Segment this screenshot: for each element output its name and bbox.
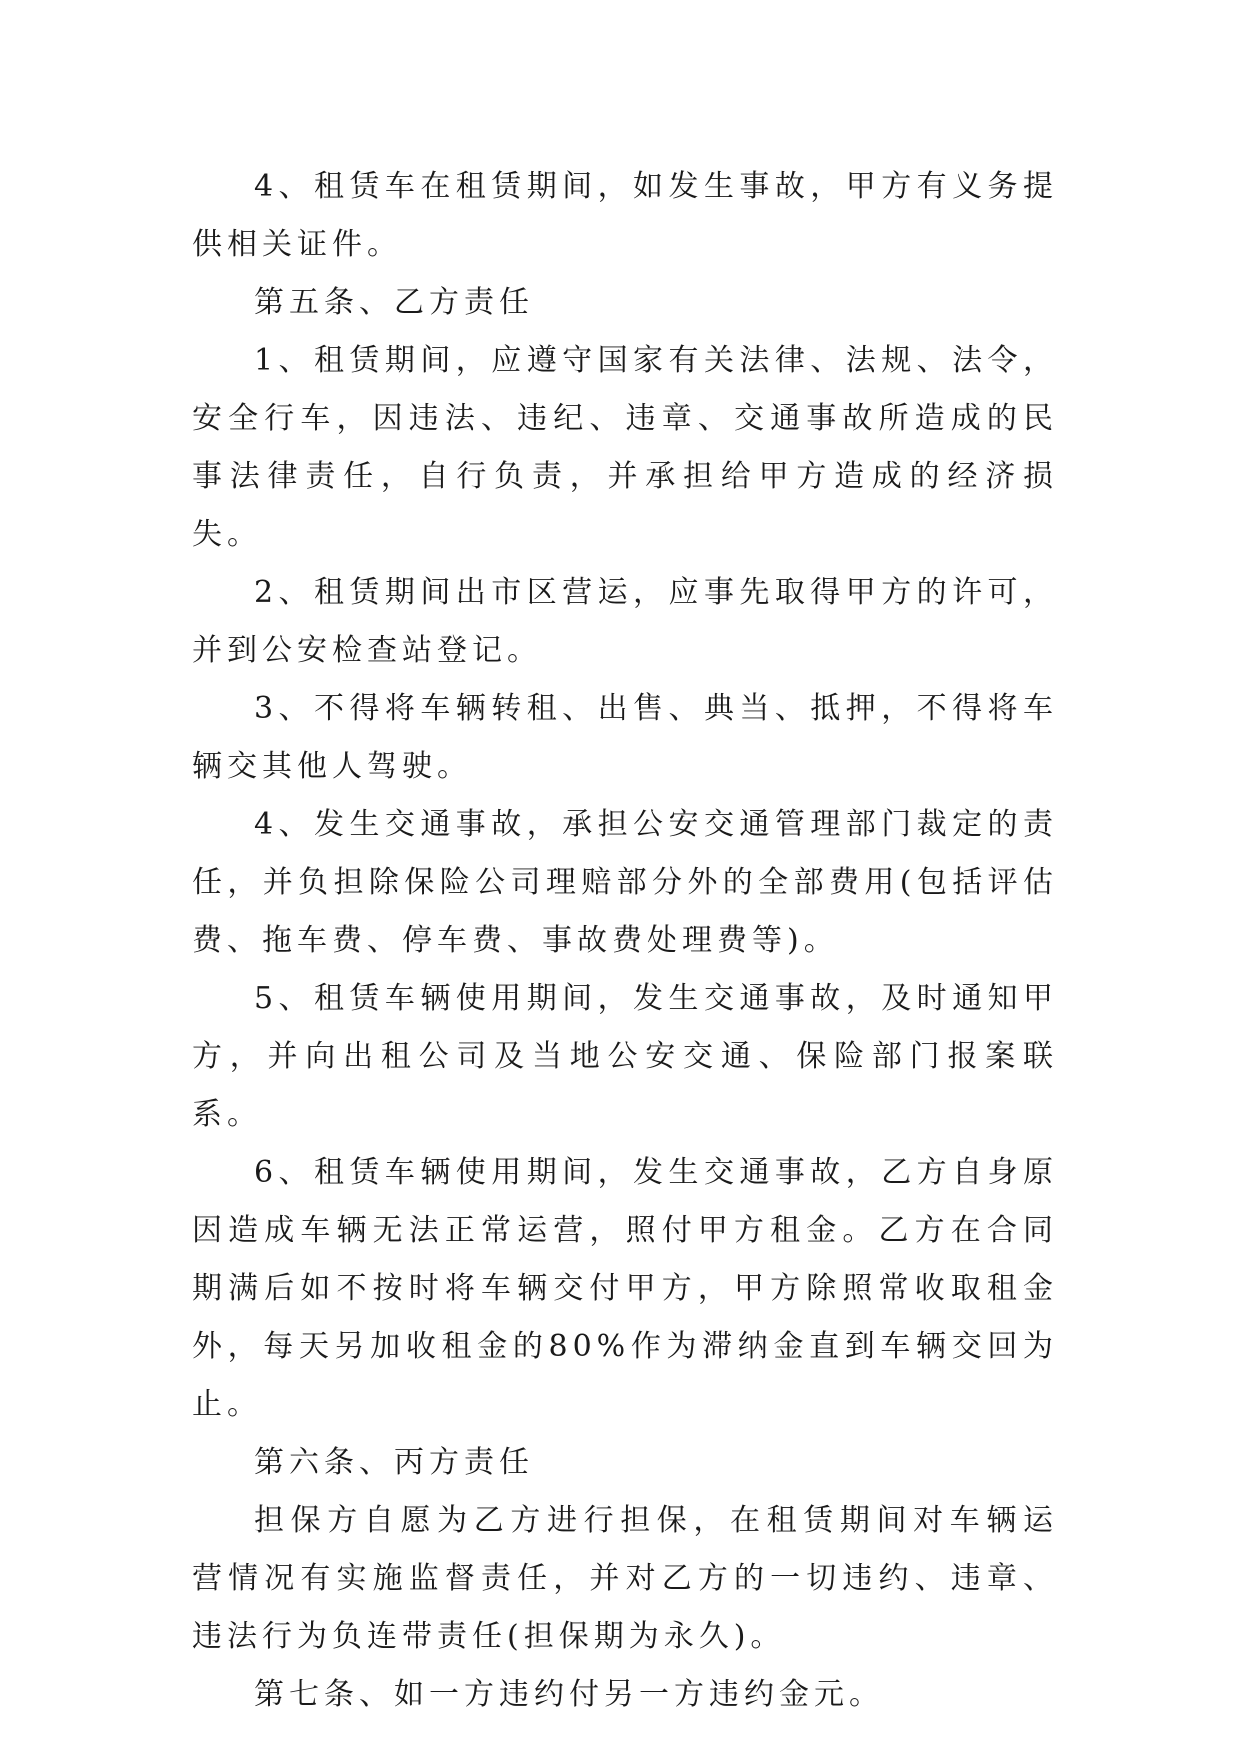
paragraph-clause-5-4: 4、发生交通事故，承担公安交通管理部门裁定的责任，并负担除保险公司理赔部分外的全部费用(包括评估费、拖车费、停车费、事故费处理费等)。 bbox=[192, 807, 1058, 958]
paragraph-article-6-body: 担保方自愿为乙方进行担保，在租赁期间对车辆运营情况有实施监督责任，并对乙方的一切违约、违章、违法行为负连带责任(担保期为永久)。 bbox=[192, 1503, 1058, 1654]
heading-article-5: 第五条、乙方责任 bbox=[254, 285, 534, 320]
paragraph-clause-4-4: 4、租赁车在租赁期间，如发生事故，甲方有义务提供相关证件。 bbox=[192, 169, 1058, 262]
paragraph-clause-5-1: 1、租赁期间，应遵守国家有关法律、法规、法令，安全行车，因违法、违纪、违章、交通事故所造成的民事法律责任，自行负责，并承担给甲方造成的经济损失。 bbox=[192, 343, 1058, 552]
heading-article-7: 第七条、如一方违约付另一方违约金元。 bbox=[254, 1677, 884, 1712]
heading-article-6: 第六条、丙方责任 bbox=[254, 1445, 534, 1480]
paragraph-clause-5-5: 5、租赁车辆使用期间，发生交通事故，及时通知甲方，并向出租公司及当地公安交通、保险部门报案联系。 bbox=[192, 981, 1058, 1132]
paragraph-clause-5-6: 6、租赁车辆使用期间，发生交通事故，乙方自身原因造成车辆无法正常运营，照付甲方租金。乙方在合同期满后如不按时将车辆交付甲方，甲方除照常收取租金外，每天另加收租金的80%作为滞纳金直到车辆交回为止。 bbox=[192, 1155, 1058, 1422]
paragraph-clause-5-3: 3、不得将车辆转租、出售、典当、抵押，不得将车辆交其他人驾驶。 bbox=[192, 691, 1058, 784]
paragraph-clause-5-2: 2、租赁期间出市区营运，应事先取得甲方的许可，并到公安检查站登记。 bbox=[192, 575, 1058, 668]
document-body bbox=[192, 158, 1058, 1724]
